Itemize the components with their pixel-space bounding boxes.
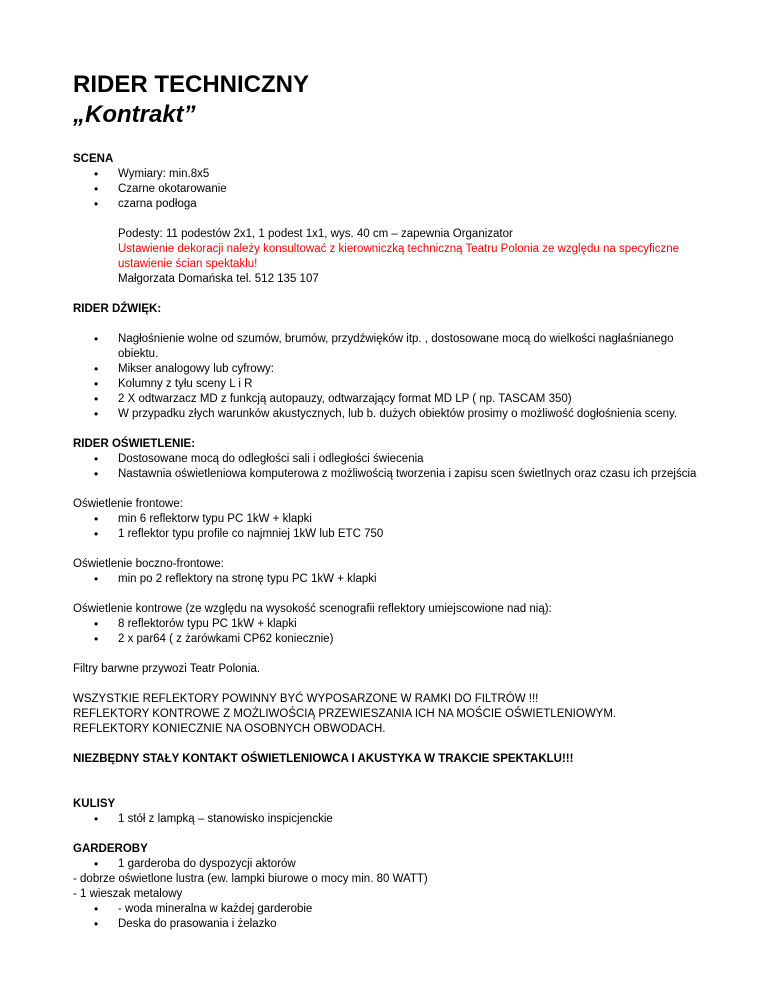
list-item: • 2 x par64 ( z żarówkami CP62 koniecznie) [73,632,703,647]
list-item: • 2 X odtwarzacz MD z funkcją autopauzy, odtwarzający format MD LP ( np. TASCAM 350) [73,392,703,407]
list-item: • W przypadku złych warunków akustycznych, lub b. dużych obiektów prosimy o możliwość dogłośnienia sceny. [73,407,703,422]
list-item: • Kolumny z tyłu sceny L i R [73,377,703,392]
list-item: • Nagłośnienie wolne od szumów, brumów, przydźwięków itp. , dostosowane mocą do wielkości nagłaśnianego obiektu. [73,332,703,362]
kontrowe-list [73,617,703,647]
filtry-note: Filtry barwne przywozi Teatr Polonia. [73,663,261,675]
list-item: • czarna podłoga [73,197,703,212]
section-heading-garderoby: GARDEROBY [73,843,148,855]
list-item: • Mikser analogowy lub cyfrowy: [73,362,703,377]
caps-line: REFLEKTORY KONTROWE Z MOŻLIWOŚCIĄ PRZEWIESZANIA ICH NA MOŚCIE OŚWIETLENIOWYM. [73,708,617,720]
list-item: • min 6 reflektorw typu PC 1kW + klapki [73,512,703,527]
caps-line: REFLEKTORY KONIECZNIE NA OSOBNYCH OBWODACH. [73,723,386,735]
section-heading-oswietlenie: RIDER OŚWIETLENIE: [73,438,196,450]
caps-line: WSZYSTKIE REFLEKTORY POWINNY BYĆ WYPOSARZONE W RAMKI DO FILTRÓW !!! [73,693,539,705]
list-item: • Nastawnia oświetleniowa komputerowa z możliwością tworzenia i zapisu scen świetlnych oraz czasu ich przejścia [73,467,703,482]
oswietlenie-list [73,452,703,482]
list-item: • Wymiary: min.8x5 [73,167,703,182]
list-item: • 1 garderoba do dyspozycji aktorów [73,857,703,872]
section-heading-scena: SCENA [73,153,114,165]
frontowe-label: Oświetlenie frontowe: [73,498,183,510]
garderoby-line: - 1 wieszak metalowy [73,888,183,900]
scena-warning: Ustawienie dekoracji należy konsultować z kierowniczką techniczną Teatru Polonia ze względu na specyficzne ustawienie ścian spektaklu! [118,243,680,270]
document-subtitle: „Kontrakt” [73,101,196,128]
list-item: • 1 stół z lampką – stanowisko inspicjenckie [73,812,703,827]
list-item: • 8 reflektorów typu PC 1kW + klapki [73,617,703,632]
kontakt-notice: NIEZBĘDNY STAŁY KONTAKT OŚWIETLENIOWCA I AKUSTYKA W TRAKCIE SPEKTAKLU!!! [73,753,574,765]
garderoby-line: - dobrze oświetlone lustra (ew. lampki biurowe o mocy min. 80 WATT) [73,873,428,885]
frontowe-list [73,512,703,542]
list-item: • Dostosowane mocą do odległości sali i odległości świecenia [73,452,703,467]
dzwiek-list [73,332,703,422]
section-heading-dzwiek: RIDER DŹWIĘK: [73,303,162,315]
document-page [73,70,703,932]
list-item: • min po 2 reflektory na stronę typu PC 1kW + klapki [73,572,703,587]
garderoby-list-2 [73,902,703,932]
list-item: • Czarne okotarowanie [73,182,703,197]
section-heading-kulisy: KULISY [73,798,116,810]
boczno-list [73,572,703,587]
list-item: • - woda mineralna w każdej garderobie [73,902,703,917]
kontrowe-label: Oświetlenie kontrowe (ze względu na wysokość scenografii reflektory umiejscowione nad nią): [73,603,552,615]
scena-podesty: Podesty: 11 podestów 2x1, 1 podest 1x1, wys. 40 cm – zapewnia Organizator [118,228,513,240]
list-item: • Deska do prasowania i żelazko [73,917,703,932]
kulisy-list [73,812,703,827]
document-title: RIDER TECHNICZNY [73,71,310,98]
garderoby-list-1 [73,857,703,872]
boczno-label: Oświetlenie boczno-frontowe: [73,558,224,570]
scena-contact: Małgorzata Domańska tel. 512 135 107 [118,273,319,285]
list-item: • 1 reflektor typu profile co najmniej 1kW lub ETC 750 [73,527,703,542]
scena-list [73,167,703,212]
